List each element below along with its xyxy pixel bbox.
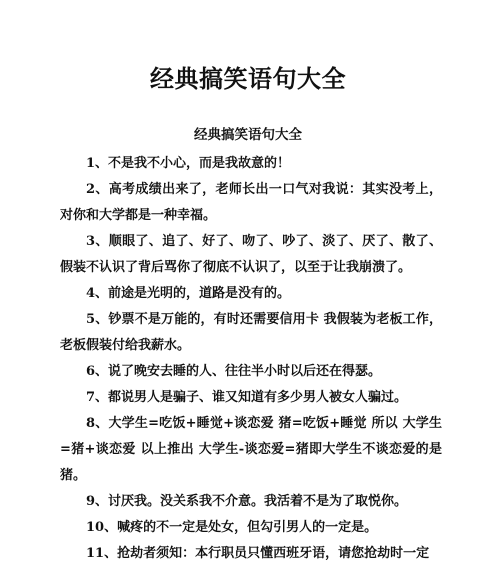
paragraph-1: 1、不是我不小心，而是我故意的！ <box>86 156 291 171</box>
paragraph-2: 2、高考成绩出来了，老师长出一口气对我说：其实没考上，对你和大学都是一种幸福。 <box>60 182 442 223</box>
paragraph-9: 9、讨厌我。没关系我不介意。我活着不是为了取悦你。 <box>86 494 408 509</box>
page-title: 经典搞笑语句大全 <box>150 64 346 93</box>
paragraph-4: 4、前途是光明的，道路是没有的。 <box>86 286 291 301</box>
paragraph-5: 5、钞票不是万能的，有时还需要信用卡 我假装为老板工作，老板假装付给我薪水。 <box>60 312 442 353</box>
paragraph-8: 8、大学生=吃饭+睡觉+谈恋爱 猪=吃饭+睡觉 所以 大学生=猪+谈恋爱 以上推出 大学生-谈恋爱=猪即大学生不谈恋爱的是猪。 <box>60 416 442 483</box>
article-body <box>60 151 442 567</box>
paragraph-10: 10、喊疼的不一定是处女，但勾引男人的一定是。 <box>86 520 378 535</box>
section-heading: 经典搞笑语句大全 <box>194 127 302 143</box>
paragraph-7: 7、都说男人是骗子、谁又知道有多少男人被女人骗过。 <box>86 390 408 405</box>
paragraph-3: 3、顺眼了、追了、好了、吻了、吵了、淡了、厌了、散了、假装不认识了背后骂你了彻底不认识了，以至于让我崩溃了。 <box>60 234 442 275</box>
paragraph-11: 11、抢劫者须知：本行职员只懂西班牙语，请您抢劫时一定 <box>86 546 430 561</box>
paragraph-6: 6、说了晚安去睡的人、往往半小时以后还在得瑟。 <box>86 364 382 379</box>
